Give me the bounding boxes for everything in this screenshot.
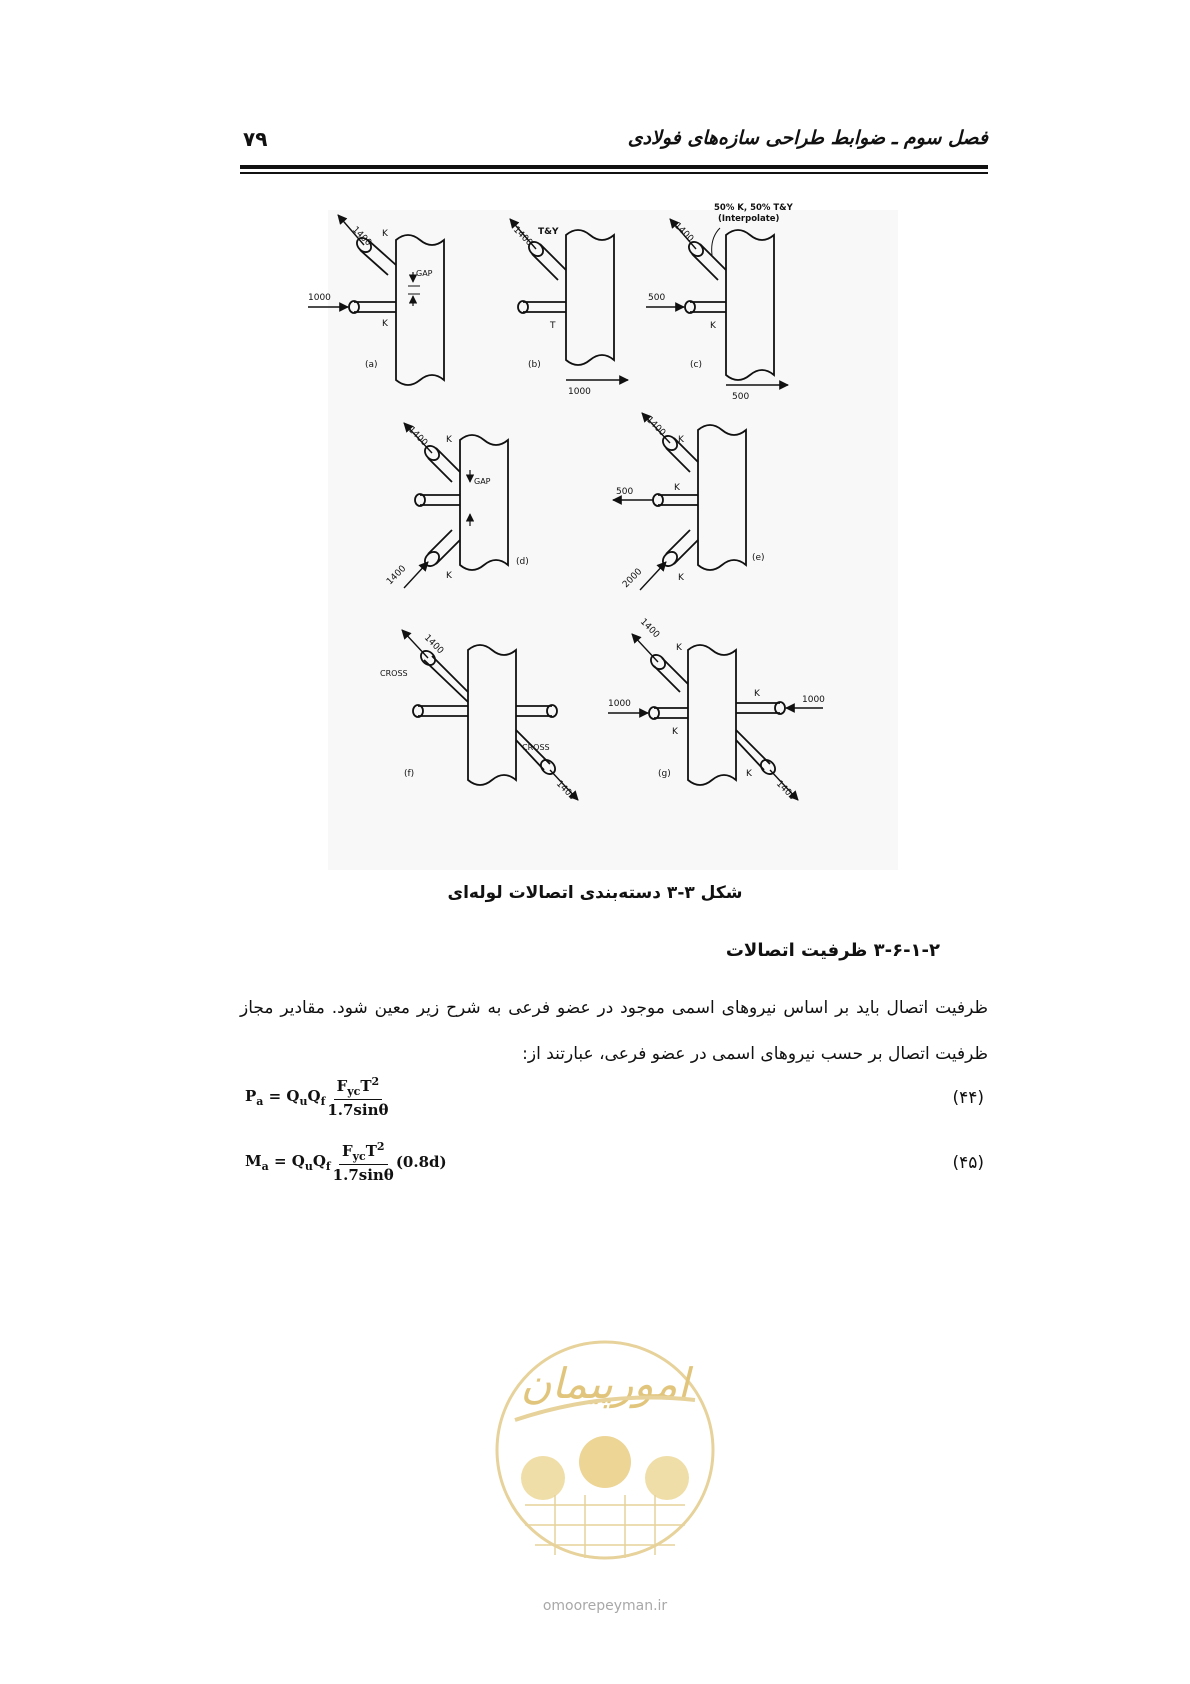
- svg-text:500: 500: [732, 392, 750, 402]
- svg-text:GAP: GAP: [416, 269, 433, 278]
- svg-text:500: 500: [616, 487, 634, 497]
- brace-e-left: [658, 495, 698, 505]
- equation-44: $P_a = Q_uQ_f$ $\frac{F_{yc}T^2}{1.7\sin\theta}$: [245, 1075, 389, 1119]
- svg-text:1400: 1400: [385, 563, 409, 588]
- svg-text:1400: 1400: [773, 779, 798, 803]
- panel-a: [308, 215, 444, 385]
- svg-text:1400: 1400: [671, 221, 696, 245]
- brace-f-top: [424, 656, 468, 702]
- panel-e: [613, 413, 765, 590]
- svg-text:K: K: [710, 321, 716, 331]
- brace-g-right: [736, 703, 780, 713]
- gear-icon: [645, 1456, 689, 1500]
- header-rule-thick: [240, 165, 988, 169]
- svg-text:T&Y: T&Y: [538, 227, 559, 237]
- svg-text:1000: 1000: [568, 387, 591, 397]
- svg-text:CROSS: CROSS: [380, 669, 408, 678]
- svg-text:K: K: [674, 483, 680, 493]
- brace-b-top: [532, 244, 566, 280]
- panel-c: [646, 203, 794, 402]
- chord-a: [396, 235, 444, 385]
- panel-f: [380, 630, 578, 803]
- brace-g-bottom: [736, 730, 770, 770]
- chord-c: [726, 230, 774, 380]
- brace-c-top: [692, 244, 726, 280]
- svg-text:K: K: [672, 727, 678, 737]
- gear-icon: [579, 1436, 631, 1488]
- svg-text:1000: 1000: [308, 293, 331, 303]
- tubular-joint-figure: [308, 203, 898, 870]
- chord-f: [468, 645, 516, 785]
- brace-f-left: [418, 706, 468, 716]
- watermark-logo: [485, 1300, 725, 1630]
- svg-text:2000: 2000: [621, 566, 645, 591]
- svg-text:(b): (b): [528, 360, 541, 370]
- svg-text:1400: 1400: [510, 225, 535, 249]
- panel-g: [608, 617, 825, 802]
- svg-text:500: 500: [648, 293, 666, 303]
- running-header-title: فصل سوم ـ ضوابط طراحی سازه‌های فولادی: [627, 127, 988, 149]
- watermark-url: omoorepeyman.ir: [542, 1598, 668, 1614]
- svg-text:GAP: GAP: [474, 477, 491, 486]
- svg-text:K: K: [382, 319, 388, 329]
- svg-text:(f): (f): [404, 769, 415, 779]
- chord-d: [460, 435, 508, 570]
- equation-44-number: (۴۴): [952, 1088, 984, 1108]
- svg-text:1400: 1400: [643, 415, 668, 439]
- svg-text:(a): (a): [365, 360, 378, 370]
- svg-text:K: K: [754, 689, 760, 699]
- equation-45-number: (۴۵): [952, 1153, 984, 1173]
- svg-text:1400: 1400: [349, 225, 374, 249]
- svg-text:(g): (g): [658, 769, 671, 779]
- chord-b: [566, 230, 614, 365]
- body-paragraph: ظرفیت اتصال باید بر اساس نیروهای اسمی موجود در عضو فرعی به شرح زیر معین شود. مقادیر مجاز ظرفیت اتصال بر حسب نیروهای اسمی در عضو فرعی، عبارتند از:: [240, 998, 988, 1064]
- svg-text:50% K, 50% T&Y: 50% K, 50% T&Y: [714, 203, 793, 213]
- figure-caption: شکل ۳-۳ دسته‌بندی اتصالات لوله‌ای: [447, 883, 743, 903]
- equation-45: $M_a = Q_uQ_f$ $\frac{F_{yc}T^2}{1.7\sin\theta}$ (0.8d): [245, 1140, 447, 1184]
- brace-b-left: [523, 302, 566, 312]
- svg-text:1400: 1400: [637, 617, 662, 641]
- svg-text:(c): (c): [690, 360, 702, 370]
- watermark-logo-text: امورپیمان: [520, 1359, 690, 1408]
- svg-text:K: K: [746, 769, 752, 779]
- svg-text:1000: 1000: [802, 695, 825, 705]
- chord-e: [698, 425, 746, 570]
- svg-text:CROSS: CROSS: [522, 743, 550, 752]
- svg-text:(Interpolate): (Interpolate): [718, 214, 780, 224]
- chord-g: [688, 645, 736, 785]
- page-number: ۷۹: [243, 127, 268, 151]
- svg-text:1000: 1000: [608, 699, 631, 709]
- svg-text:1400: 1400: [421, 633, 446, 657]
- gear-icon: [521, 1456, 565, 1500]
- brace-g-top: [654, 658, 688, 692]
- svg-text:1400: 1400: [405, 425, 430, 449]
- svg-text:K: K: [678, 573, 684, 583]
- panel-d: [385, 423, 529, 588]
- panel-b: [510, 219, 628, 397]
- svg-text:T: T: [550, 321, 556, 331]
- header-rule-thin: [240, 172, 988, 174]
- svg-text:K: K: [446, 435, 452, 445]
- brace-e-bottom: [666, 530, 698, 564]
- section-heading: ۳-۶-۱-۲ ظرفیت اتصالات: [725, 940, 940, 961]
- svg-text:K: K: [446, 571, 452, 581]
- svg-text:K: K: [382, 229, 388, 239]
- svg-text:(d): (d): [516, 557, 529, 567]
- svg-text:K: K: [678, 435, 684, 445]
- svg-text:1400: 1400: [553, 779, 578, 803]
- svg-text:K: K: [676, 643, 682, 653]
- brace-d-top: [428, 448, 460, 482]
- brace-a-left: [354, 302, 396, 312]
- brace-d-bottom: [428, 530, 460, 564]
- svg-text:(e): (e): [752, 553, 765, 563]
- brace-d-left: [420, 495, 460, 505]
